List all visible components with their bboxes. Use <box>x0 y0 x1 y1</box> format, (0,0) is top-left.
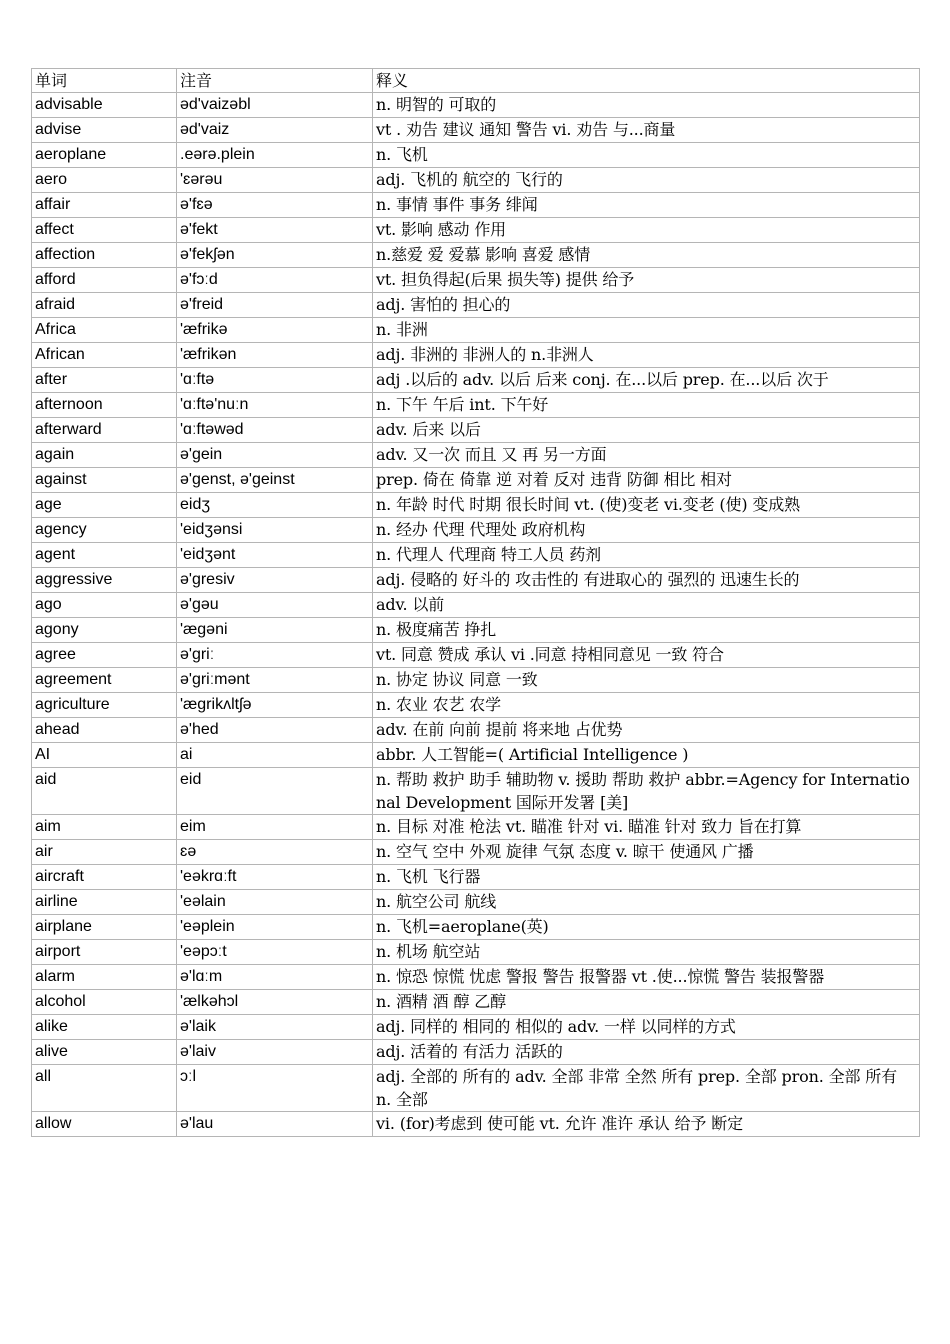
table-row <box>32 418 920 443</box>
table-row <box>32 1065 920 1112</box>
table-row <box>32 693 920 718</box>
word-cell: all <box>32 1065 177 1112</box>
phonetic-cell: 'æfrikən <box>177 343 373 368</box>
definition-cell: adj. 害怕的 担心的 <box>373 293 920 318</box>
word-cell: affair <box>32 193 177 218</box>
word-cell: affect <box>32 218 177 243</box>
word-cell: agree <box>32 643 177 668</box>
phonetic-cell: eidʒ <box>177 493 373 518</box>
table-row <box>32 168 920 193</box>
definition-cell: n. 事情 事件 事务 绯闻 <box>373 193 920 218</box>
table-row <box>32 493 920 518</box>
word-cell: advise <box>32 118 177 143</box>
definition-cell: n. 机场 航空站 <box>373 940 920 965</box>
phonetic-cell: ə'hed <box>177 718 373 743</box>
definition-cell: adv. 后来 以后 <box>373 418 920 443</box>
phonetic-cell: 'eəpɔːt <box>177 940 373 965</box>
phonetic-cell: 'ɑːftəwəd <box>177 418 373 443</box>
header-row <box>32 69 920 93</box>
word-cell: afford <box>32 268 177 293</box>
vocabulary-rows <box>32 93 920 1137</box>
phonetic-cell: 'eidʒənt <box>177 543 373 568</box>
word-cell: air <box>32 840 177 865</box>
phonetic-cell: 'eəkrɑːft <box>177 865 373 890</box>
definition-cell: vt. 担负得起(后果 损失等) 提供 给予 <box>373 268 920 293</box>
definition-cell: n. 极度痛苦 挣扎 <box>373 618 920 643</box>
word-cell: affection <box>32 243 177 268</box>
table-row <box>32 718 920 743</box>
phonetic-cell: 'eəlain <box>177 890 373 915</box>
phonetic-cell: ə'lau <box>177 1112 373 1137</box>
phonetic-cell: ə'fɛə <box>177 193 373 218</box>
definition-cell: n. 代理人 代理商 特工人员 药剂 <box>373 543 920 568</box>
table-row <box>32 393 920 418</box>
table-row <box>32 593 920 618</box>
phonetic-cell: .eərə.plein <box>177 143 373 168</box>
definition-cell: vt . 劝告 建议 通知 警告 vi. 劝告 与...商量 <box>373 118 920 143</box>
definition-cell: n. 明智的 可取的 <box>373 93 920 118</box>
definition-cell: n. 航空公司 航线 <box>373 890 920 915</box>
header-definition: 释义 <box>373 69 920 93</box>
table-row <box>32 643 920 668</box>
word-cell: aircraft <box>32 865 177 890</box>
definition-cell: abbr. 人工智能=( Artificial Intelligence ) <box>373 743 920 768</box>
definition-cell: n. 空气 空中 外观 旋律 气氛 态度 v. 晾干 使通风 广播 <box>373 840 920 865</box>
table-row <box>32 93 920 118</box>
word-cell: aero <box>32 168 177 193</box>
word-cell: again <box>32 443 177 468</box>
phonetic-cell: ə'fekt <box>177 218 373 243</box>
table-row <box>32 965 920 990</box>
word-cell: ago <box>32 593 177 618</box>
phonetic-cell: ə'fɔːd <box>177 268 373 293</box>
word-cell: alarm <box>32 965 177 990</box>
definition-cell: adj. 侵略的 好斗的 攻击性的 有进取心的 强烈的 迅速生长的 <box>373 568 920 593</box>
table-row <box>32 768 920 815</box>
table-row <box>32 865 920 890</box>
phonetic-cell: ai <box>177 743 373 768</box>
table-row <box>32 840 920 865</box>
word-cell: advisable <box>32 93 177 118</box>
definition-cell: n. 目标 对准 枪法 vt. 瞄准 针对 vi. 瞄准 针对 致力 旨在打算 <box>373 815 920 840</box>
phonetic-cell: eim <box>177 815 373 840</box>
word-cell: aeroplane <box>32 143 177 168</box>
table-row <box>32 118 920 143</box>
table-row <box>32 243 920 268</box>
table-row <box>32 193 920 218</box>
definition-cell: n. 飞机=aeroplane(英) <box>373 915 920 940</box>
table-row <box>32 543 920 568</box>
phonetic-cell: ə'griː <box>177 643 373 668</box>
phonetic-cell: ə'gəu <box>177 593 373 618</box>
word-cell: age <box>32 493 177 518</box>
definition-cell: n. 协定 协议 同意 一致 <box>373 668 920 693</box>
definition-cell: n. 帮助 救护 助手 辅助物 v. 援助 帮助 救护 abbr.=Agency for International Development 国际开发署 [美] <box>373 768 920 815</box>
table-row <box>32 293 920 318</box>
phonetic-cell: 'ɛərəu <box>177 168 373 193</box>
definition-cell: vt. 影响 感动 作用 <box>373 218 920 243</box>
phonetic-cell: 'ægrikʌltʃə <box>177 693 373 718</box>
table-row <box>32 268 920 293</box>
definition-cell: adj. 全部的 所有的 adv. 全部 非常 全然 所有 prep. 全部 pron. 全部 所有 n. 全部 <box>373 1065 920 1112</box>
definition-cell: n.慈爱 爱 爱慕 影响 喜爱 感情 <box>373 243 920 268</box>
word-cell: alcohol <box>32 990 177 1015</box>
table-row <box>32 568 920 593</box>
definition-cell: vi. (for)考虑到 使可能 vt. 允许 准许 承认 给予 断定 <box>373 1112 920 1137</box>
definition-cell: adj. 飞机的 航空的 飞行的 <box>373 168 920 193</box>
word-cell: airport <box>32 940 177 965</box>
table-row <box>32 1112 920 1137</box>
word-cell: ahead <box>32 718 177 743</box>
word-cell: allow <box>32 1112 177 1137</box>
word-cell: alive <box>32 1040 177 1065</box>
definition-cell: n. 惊恐 惊慌 忧虑 警报 警告 报警器 vt .使...惊慌 警告 装报警器 <box>373 965 920 990</box>
definition-cell: n. 非洲 <box>373 318 920 343</box>
table-row <box>32 618 920 643</box>
table-row <box>32 940 920 965</box>
table-row <box>32 518 920 543</box>
table-row <box>32 318 920 343</box>
phonetic-cell: ə'genst, ə'geinst <box>177 468 373 493</box>
definition-cell: prep. 倚在 倚靠 逆 对着 反对 违背 防御 相比 相对 <box>373 468 920 493</box>
word-cell: agreement <box>32 668 177 693</box>
word-cell: AI <box>32 743 177 768</box>
definition-cell: adv. 以前 <box>373 593 920 618</box>
definition-cell: n. 飞机 <box>373 143 920 168</box>
phonetic-cell: ə'laik <box>177 1015 373 1040</box>
phonetic-cell: əd'vaiz <box>177 118 373 143</box>
table-row <box>32 915 920 940</box>
word-cell: agriculture <box>32 693 177 718</box>
word-cell: airline <box>32 890 177 915</box>
header-word: 单词 <box>32 69 177 93</box>
phonetic-cell: ə'lɑːm <box>177 965 373 990</box>
table-row <box>32 743 920 768</box>
table-row <box>32 468 920 493</box>
vocabulary-table <box>31 68 920 1137</box>
word-cell: agony <box>32 618 177 643</box>
definition-cell: adj. 同样的 相同的 相似的 adv. 一样 以同样的方式 <box>373 1015 920 1040</box>
phonetic-cell: ɛə <box>177 840 373 865</box>
table-row <box>32 343 920 368</box>
phonetic-cell: ə'gresiv <box>177 568 373 593</box>
word-cell: aim <box>32 815 177 840</box>
definition-cell: n. 下午 午后 int. 下午好 <box>373 393 920 418</box>
phonetic-cell: ə'griːmənt <box>177 668 373 693</box>
word-cell: Africa <box>32 318 177 343</box>
table-row <box>32 218 920 243</box>
word-cell: aid <box>32 768 177 815</box>
word-cell: agent <box>32 543 177 568</box>
table-row <box>32 990 920 1015</box>
phonetic-cell: 'æfrikə <box>177 318 373 343</box>
word-cell: afternoon <box>32 393 177 418</box>
phonetic-cell: 'eidʒənsi <box>177 518 373 543</box>
vocabulary-page <box>31 68 919 1137</box>
phonetic-cell: ə'fekʃən <box>177 243 373 268</box>
definition-cell: adj. 活着的 有活力 活跃的 <box>373 1040 920 1065</box>
phonetic-cell: ə'gein <box>177 443 373 468</box>
word-cell: African <box>32 343 177 368</box>
table-row <box>32 668 920 693</box>
table-row <box>32 890 920 915</box>
table-row <box>32 443 920 468</box>
definition-cell: n. 年龄 时代 时期 很长时间 vt. (使)变老 vi.变老 (使) 变成熟 <box>373 493 920 518</box>
phonetic-cell: əd'vaizəbl <box>177 93 373 118</box>
definition-cell: n. 经办 代理 代理处 政府机构 <box>373 518 920 543</box>
phonetic-cell: 'ælkəhɔl <box>177 990 373 1015</box>
word-cell: afraid <box>32 293 177 318</box>
table-row <box>32 1040 920 1065</box>
phonetic-cell: ə'freid <box>177 293 373 318</box>
definition-cell: n. 飞机 飞行器 <box>373 865 920 890</box>
definition-cell: adj .以后的 adv. 以后 后来 conj. 在...以后 prep. 在...以后 次于 <box>373 368 920 393</box>
definition-cell: n. 农业 农艺 农学 <box>373 693 920 718</box>
phonetic-cell: 'eəplein <box>177 915 373 940</box>
phonetic-cell: ə'laiv <box>177 1040 373 1065</box>
word-cell: against <box>32 468 177 493</box>
phonetic-cell: ɔːl <box>177 1065 373 1112</box>
phonetic-cell: eid <box>177 768 373 815</box>
phonetic-cell: 'ægəni <box>177 618 373 643</box>
word-cell: afterward <box>32 418 177 443</box>
word-cell: alike <box>32 1015 177 1040</box>
table-row <box>32 815 920 840</box>
definition-cell: vt. 同意 赞成 承认 vi .同意 持相同意见 一致 符合 <box>373 643 920 668</box>
phonetic-cell: 'ɑːftə <box>177 368 373 393</box>
table-row <box>32 1015 920 1040</box>
table-row <box>32 368 920 393</box>
header-phonetic: 注音 <box>177 69 373 93</box>
definition-cell: n. 酒精 酒 醇 乙醇 <box>373 990 920 1015</box>
word-cell: agency <box>32 518 177 543</box>
definition-cell: adv. 在前 向前 提前 将来地 占优势 <box>373 718 920 743</box>
table-row <box>32 143 920 168</box>
definition-cell: adj. 非洲的 非洲人的 n.非洲人 <box>373 343 920 368</box>
definition-cell: adv. 又一次 而且 又 再 另一方面 <box>373 443 920 468</box>
word-cell: aggressive <box>32 568 177 593</box>
word-cell: after <box>32 368 177 393</box>
phonetic-cell: 'ɑːftə'nuːn <box>177 393 373 418</box>
word-cell: airplane <box>32 915 177 940</box>
